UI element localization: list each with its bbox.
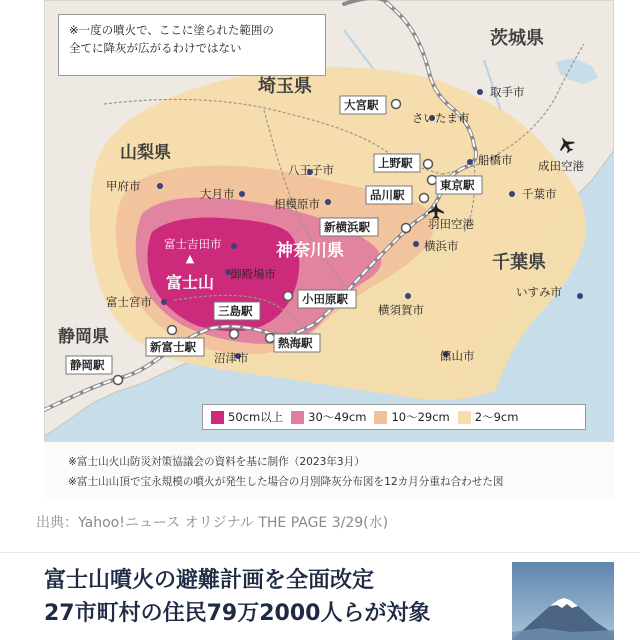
- legend-swatch: [291, 411, 304, 424]
- place-label-tateyama: 館山市: [440, 349, 475, 363]
- station-label-tokyo: 東京駅: [440, 178, 475, 192]
- station-label-shinagawa: 品川駅: [370, 188, 405, 202]
- station-label-shinyokohama: 新横浜駅: [324, 220, 370, 234]
- place-label-chiba: 千葉市: [522, 187, 557, 201]
- city-dot-fujiyoshida: [231, 243, 237, 249]
- prefecture-label-shizuoka: 静岡県: [58, 327, 109, 347]
- place-label-sagamihara: 相模原市: [274, 197, 320, 211]
- station-marker-tokyo: [428, 176, 437, 185]
- station-marker-shinfuji: [168, 326, 177, 335]
- divider: [0, 552, 640, 553]
- prefecture-label-chiba: 千葉県: [492, 252, 546, 273]
- place-label-hachioji: 八王子市: [288, 163, 334, 177]
- city-dot-toride: [477, 89, 483, 95]
- place-label-kofu: 甲府市: [106, 179, 141, 193]
- prefecture-label-yamanashi: 山梨県: [120, 143, 171, 163]
- footnote: ※富士山火山防災対策協議会の資料を基に制作（2023年3月）: [68, 456, 365, 468]
- city-dot-funabashi: [467, 159, 473, 165]
- station-marker-shinyokohama: [402, 224, 411, 233]
- map-note-line: ※一度の噴火で、ここに塗られた範囲の: [69, 23, 274, 37]
- station-label-mishima: 三島駅: [218, 304, 253, 318]
- map-footnotes: [68, 452, 504, 492]
- legend-label: 2～9cm: [474, 410, 519, 424]
- place-label-toride: 取手市: [490, 85, 525, 99]
- legend-item: [458, 409, 519, 425]
- legend-swatch: [458, 411, 471, 424]
- mount-fuji-thumbnail-image: [512, 562, 614, 640]
- place-label-haneda: 羽田空港: [428, 217, 474, 231]
- station-label-omiya: 大宮駅: [344, 98, 379, 112]
- prefecture-label-kanagawa: 神奈川県: [276, 241, 344, 261]
- prefecture-label-ibaraki: 茨城県: [490, 28, 544, 49]
- place-label-yokosuka: 横須賀市: [378, 303, 424, 317]
- city-dot-yokosuka: [405, 293, 411, 299]
- prefecture-label-saitama: 埼玉県: [258, 76, 312, 97]
- map-legend: [202, 404, 586, 430]
- place-label-gotemba: 御殿場市: [230, 267, 276, 281]
- station-label-odawara: 小田原駅: [302, 292, 348, 306]
- place-label-numazu: 沼津市: [214, 351, 249, 365]
- station-marker-shinagawa: [420, 194, 429, 203]
- place-label-saitama: さいたま市: [412, 111, 470, 125]
- place-label-yokohama: 横浜市: [424, 239, 459, 253]
- map-note: [58, 14, 326, 76]
- ashfall-map-figure: [44, 0, 614, 498]
- station-label-shinfuji: 新富士駅: [150, 340, 196, 354]
- place-label-narita: 成田空港: [538, 159, 584, 173]
- city-dot-otsuki: [239, 191, 245, 197]
- station-marker-mishima: [230, 330, 239, 339]
- place-label-fujinomiya: 富士宮市: [106, 295, 152, 309]
- legend-label: 10～29cm: [391, 410, 450, 424]
- city-dot-fujinomiya: [161, 299, 167, 305]
- place-label-otsuki: 大月市: [200, 187, 235, 201]
- related-article-thumbnail[interactable]: [512, 562, 614, 640]
- station-label-shizuoka: 静岡駅: [70, 358, 105, 372]
- station-marker-atami: [266, 334, 275, 343]
- legend-swatch: [374, 411, 387, 424]
- city-dot-sagamihara: [325, 199, 331, 205]
- station-label-atami: 熱海駅: [278, 336, 313, 350]
- legend-label: 30～49cm: [308, 410, 367, 424]
- footnote: ※富士山山頂で宝永規模の噴火が発生した場合の月別降灰分布図を12カ月分重ね合わせた図: [68, 476, 504, 488]
- legend-label: 50cm以上: [228, 410, 284, 424]
- place-label-isumi: いすみ市: [516, 285, 562, 299]
- city-dot-chiba: [509, 191, 515, 197]
- related-article-headline[interactable]: [44, 564, 494, 630]
- city-dot-kofu: [157, 183, 163, 189]
- legend-swatch: [211, 411, 224, 424]
- city-dot-yokohama: [413, 241, 419, 247]
- legend-item: [374, 409, 449, 425]
- headline-line: 富士山噴火の避難計画を全面改定: [44, 568, 375, 593]
- mountain-label: 富士山: [165, 273, 215, 292]
- place-label-fujiyoshida: 富士吉田市: [164, 237, 222, 251]
- place-label-funabashi: 船橋市: [478, 153, 513, 167]
- city-dot-isumi: [577, 293, 583, 299]
- station-label-ueno: 上野駅: [378, 156, 413, 170]
- station-marker-odawara: [284, 292, 293, 301]
- image-source-caption: 出典：Yahoo!ニュース オリジナル THE PAGE 3/29(水): [36, 515, 389, 531]
- station-marker-shizuoka: [114, 376, 123, 385]
- station-marker-omiya: [392, 100, 401, 109]
- mountain-marker: ▲: [185, 252, 195, 265]
- legend-item: [211, 409, 283, 425]
- station-marker-ueno: [424, 160, 433, 169]
- headline-line: 27市町村の住民79万2000人らが対象: [44, 601, 431, 626]
- map-note-line: 全てに降灰が広がるわけではない: [69, 41, 242, 55]
- legend-item: [291, 409, 366, 425]
